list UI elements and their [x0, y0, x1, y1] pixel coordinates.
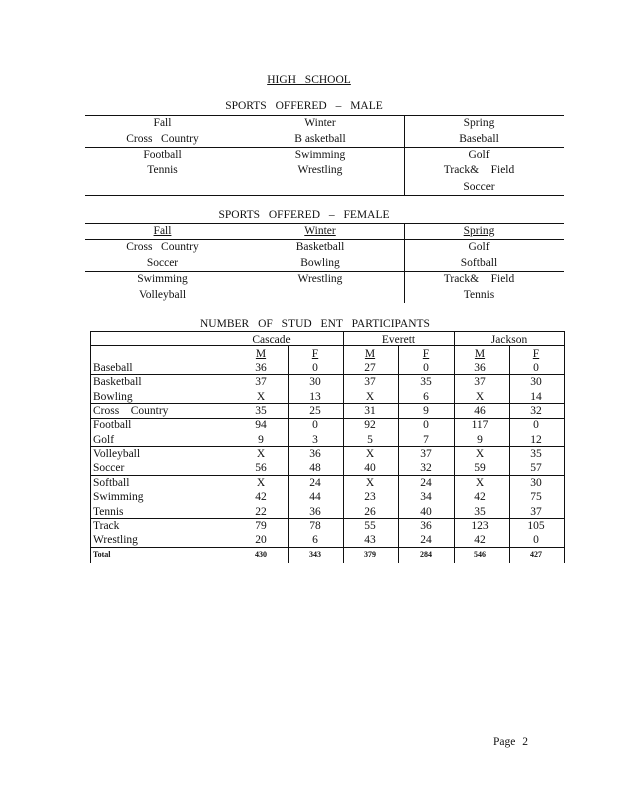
- male-sport-item: Track& Field: [443, 164, 515, 176]
- male-sport-item: Soccer: [463, 181, 495, 193]
- participant-count: 40: [420, 505, 432, 518]
- participant-count: 30: [530, 476, 542, 489]
- participant-count: 75: [530, 491, 542, 504]
- participant-count: 37: [255, 376, 267, 389]
- male-sport-item: Swimming: [294, 149, 346, 161]
- participant-count: X: [256, 448, 266, 461]
- total-label: Total: [93, 550, 111, 559]
- school-everett: Everett: [381, 334, 416, 346]
- participant-count: 36: [309, 448, 321, 461]
- female-column-header: F: [422, 348, 430, 360]
- total-count: 546: [474, 550, 486, 559]
- female-column-header: F: [532, 348, 540, 360]
- female-sport-item: Basketball: [295, 241, 345, 253]
- female-sport-item: Golf: [468, 241, 490, 253]
- participant-count: X: [475, 448, 485, 461]
- participant-count: 20: [255, 534, 267, 547]
- participant-count: 24: [420, 534, 432, 547]
- participant-count: 30: [309, 376, 321, 389]
- participant-count: 36: [309, 505, 321, 518]
- participant-count: 0: [423, 419, 429, 432]
- sport-row-label: Golf: [93, 433, 115, 446]
- male-sport-item: Golf: [468, 149, 490, 161]
- female-sport-item: Softball: [460, 257, 498, 269]
- participant-count: 0: [423, 362, 429, 374]
- sport-row-label: Soccer: [93, 462, 125, 475]
- participant-count: 78: [309, 519, 321, 532]
- page-title: HIGH SCHOOL: [267, 74, 351, 86]
- participant-count: 6: [312, 534, 318, 547]
- participant-count: 48: [309, 462, 321, 475]
- female-sport-item: Spring: [463, 225, 495, 237]
- participant-count: 3: [312, 433, 318, 446]
- participant-count: 25: [309, 405, 321, 418]
- school-jackson: Jackson: [490, 334, 528, 346]
- participants-title: NUMBER OF STUD ENT PARTICIPANTS: [200, 318, 430, 330]
- sport-row-label: Track: [93, 519, 120, 532]
- participant-count: X: [256, 390, 266, 403]
- female-sport-item: Tennis: [463, 289, 495, 301]
- participant-count: 37: [420, 448, 432, 461]
- female-column-header: F: [311, 348, 319, 360]
- page-number: Page 2: [493, 736, 528, 748]
- participant-count: 46: [474, 405, 486, 418]
- participant-count: 37: [474, 376, 486, 389]
- participant-count: 0: [312, 362, 318, 374]
- male-column-header: M: [364, 348, 376, 360]
- total-count: 379: [364, 550, 376, 559]
- female-sport-item: Volleyball: [138, 289, 187, 301]
- participant-count: X: [365, 390, 375, 403]
- participant-count: 56: [255, 462, 267, 475]
- sport-row-label: Bowling: [93, 390, 133, 403]
- sport-row-label: Tennis: [93, 505, 124, 518]
- female-sport-item: Soccer: [146, 257, 179, 269]
- participant-count: 57: [530, 462, 542, 475]
- sport-row-label: Cross Country: [93, 405, 169, 418]
- participant-count: 105: [527, 519, 545, 532]
- participant-count: 22: [255, 505, 267, 518]
- participant-count: 94: [255, 419, 267, 432]
- participant-count: 79: [255, 519, 267, 532]
- participant-count: 36: [420, 519, 432, 532]
- participant-count: 35: [530, 448, 542, 461]
- participant-count: 36: [474, 362, 486, 374]
- male-sport-item: Tennis: [147, 164, 178, 176]
- participant-count: X: [365, 448, 375, 461]
- sport-row-label: Baseball: [93, 362, 133, 374]
- participant-count: 123: [471, 519, 489, 532]
- participant-count: 36: [255, 362, 267, 374]
- participant-count: 9: [423, 405, 429, 418]
- participant-count: 6: [423, 390, 429, 403]
- female-sport-item: Bowling: [300, 257, 340, 269]
- participant-count: 7: [423, 433, 429, 446]
- participant-count: 59: [474, 462, 486, 475]
- participant-count: 26: [364, 505, 376, 518]
- male-sport-item: Fall: [153, 117, 172, 129]
- sport-row-label: Football: [93, 419, 132, 432]
- participant-count: 32: [530, 405, 542, 418]
- participant-count: 5: [367, 433, 373, 446]
- female-sport-item: Cross Country: [126, 241, 199, 253]
- male-sport-item: Cross Country: [126, 133, 199, 145]
- participant-count: 43: [364, 534, 376, 547]
- participant-count: 117: [471, 419, 489, 432]
- male-sport-item: B asketball: [294, 133, 346, 145]
- participant-count: 40: [364, 462, 376, 475]
- female-sports-title: SPORTS OFFERED – FEMALE: [218, 209, 390, 221]
- male-sport-item: Wrestling: [297, 164, 343, 176]
- participant-count: 0: [533, 419, 539, 432]
- total-count: 284: [420, 550, 432, 559]
- total-count: 343: [309, 550, 321, 559]
- participant-count: X: [475, 476, 485, 489]
- participant-count: 14: [530, 390, 542, 403]
- participant-count: X: [475, 390, 485, 403]
- male-sport-item: Baseball: [459, 133, 499, 145]
- sport-row-label: Softball: [93, 476, 130, 489]
- female-sport-item: Wrestling: [297, 273, 343, 285]
- participant-count: 13: [309, 390, 321, 403]
- participant-count: 55: [364, 519, 376, 532]
- female-sport-item: Swimming: [137, 273, 188, 285]
- sport-row-label: Basketball: [93, 376, 142, 389]
- participant-count: 30: [530, 376, 542, 389]
- participant-count: 24: [309, 476, 321, 489]
- participant-count: 42: [474, 491, 486, 504]
- participant-count: 32: [420, 462, 432, 475]
- male-column-header: M: [474, 348, 486, 360]
- participant-count: 34: [420, 491, 432, 504]
- female-sport-item: Winter: [304, 225, 336, 237]
- participant-count: X: [365, 476, 375, 489]
- male-sports-title: SPORTS OFFERED – MALE: [225, 100, 383, 112]
- participant-count: 35: [474, 505, 486, 518]
- participant-count: 37: [364, 376, 376, 389]
- participant-count: 0: [312, 419, 318, 432]
- participant-count: 42: [474, 534, 486, 547]
- female-sport-item: Track& Field: [443, 273, 515, 285]
- male-sport-item: Spring: [463, 117, 495, 129]
- participant-count: X: [256, 476, 266, 489]
- participant-count: 37: [530, 505, 542, 518]
- participant-count: 35: [255, 405, 267, 418]
- school-cascade: Cascade: [252, 334, 291, 346]
- participant-count: 42: [255, 491, 267, 504]
- participant-count: 35: [420, 376, 432, 389]
- female-sport-item: Fall: [153, 225, 172, 237]
- sport-row-label: Swimming: [93, 491, 144, 504]
- participant-count: 23: [364, 491, 376, 504]
- participant-count: 12: [530, 433, 542, 446]
- male-sport-item: Football: [143, 149, 182, 161]
- participant-count: 31: [364, 405, 376, 418]
- total-count: 430: [255, 550, 267, 559]
- participant-count: 0: [533, 362, 539, 374]
- participant-count: 27: [364, 362, 376, 374]
- participant-count: 44: [309, 491, 321, 504]
- sport-row-label: Volleyball: [93, 448, 141, 461]
- participant-count: 0: [533, 534, 539, 547]
- total-count: 427: [530, 550, 542, 559]
- male-sport-item: Winter: [304, 117, 336, 129]
- participant-count: 9: [258, 433, 264, 446]
- sport-row-label: Wrestling: [93, 534, 138, 547]
- participant-count: 9: [477, 433, 483, 446]
- male-column-header: M: [255, 348, 267, 360]
- participant-count: 92: [364, 419, 376, 432]
- participant-count: 24: [420, 476, 432, 489]
